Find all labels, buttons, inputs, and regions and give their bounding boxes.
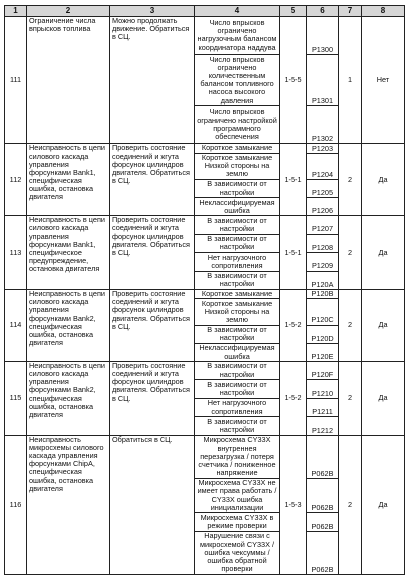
recommended-action: Можно продолжать движение. Обратиться в СЦ.	[110, 17, 195, 144]
column-header-8: 8	[362, 6, 405, 17]
dtc-code: P1203	[307, 144, 339, 153]
dtc-code: P120F	[307, 361, 339, 379]
fault-name: Неисправность в цепи силового каскада управления форсунками Bank2, специфическая ошибка, остановка двигателя	[27, 361, 110, 435]
fault-condition: Короткое замыкание	[195, 290, 280, 299]
fault-condition: Число впрысков ограничено нагрузочным балансом координатора наддува	[195, 17, 280, 55]
fault-condition: Число впрысков ограничено количественным балансом топливного насоса высокого давления	[195, 54, 280, 105]
dtc-code: P1205	[307, 179, 339, 197]
dtc-code: P1300	[307, 17, 339, 55]
blink-code: 1-5-2	[280, 290, 307, 362]
table-row	[5, 144, 405, 153]
fault-condition: В зависимости от настройки	[195, 216, 280, 234]
dtc-code: P062B	[307, 531, 339, 574]
table-row	[5, 290, 405, 299]
column-header-6: 6	[307, 6, 339, 17]
column-header-4: 4	[195, 6, 280, 17]
fault-condition: Неклассифицируемая ошибка	[195, 198, 280, 216]
fault-condition: В зависимости от настройки	[195, 380, 280, 398]
engine-stop-flag: Да	[362, 361, 405, 435]
blink-code: 1-5-1	[280, 216, 307, 290]
column-header-1: 1	[5, 6, 27, 17]
row-number: 112	[5, 144, 27, 216]
lamp-class: 2	[339, 216, 362, 290]
recommended-action: Проверить состояние соединений и жгута форсунок цилиндров двигателя. Обратиться в СЦ.	[110, 361, 195, 435]
recommended-action: Обратиться в СЦ.	[110, 435, 195, 574]
row-number: 115	[5, 361, 27, 435]
lamp-class: 2	[339, 290, 362, 362]
column-header-7: 7	[339, 6, 362, 17]
dtc-code: P1207	[307, 216, 339, 234]
table-body	[5, 17, 405, 575]
fault-condition: В зависимости от настройки	[195, 234, 280, 252]
fault-condition: Короткое замыкание Низкой стороны на землю	[195, 153, 280, 179]
fault-condition: Короткое замыкание Низкой стороны на землю	[195, 299, 280, 325]
lamp-class: 2	[339, 435, 362, 574]
fault-condition: В зависимости от настройки	[195, 417, 280, 435]
dtc-code: P120C	[307, 299, 339, 325]
fault-condition: Нарушение связи с микросхемой CY33X / ошибка чексуммы / ошибка обратной проверки	[195, 531, 280, 574]
recommended-action: Проверить состояние соединений и жгута форсунок цилиндров двигателя. Обратиться в СЦ.	[110, 290, 195, 362]
fault-name: Неисправность в цепи силового каскада управления форсунками Bank2, специфическая ошибка, остановка двигателя	[27, 290, 110, 362]
engine-stop-flag: Да	[362, 216, 405, 290]
blink-code: 1-5-5	[280, 17, 307, 144]
fault-condition: В зависимости от настройки	[195, 325, 280, 343]
recommended-action: Проверить состояние соединений и жгута форсунок цилиндров двигателя. Обратиться в СЦ.	[110, 216, 195, 290]
fault-condition: Число впрысков ограничено настройкой программного обеспечения	[195, 106, 280, 144]
lamp-class: 2	[339, 144, 362, 216]
dtc-code: P1204	[307, 153, 339, 179]
dtc-code: P1208	[307, 234, 339, 252]
fault-condition: Микросхема CY33X внутреннея перезагрузка / потеря счетчика / пониженное напряжение	[195, 435, 280, 478]
column-header-2: 2	[27, 6, 110, 17]
dtc-code: P120D	[307, 325, 339, 343]
dtc-code: P1211	[307, 398, 339, 416]
fault-condition: Микросхема CY33X не имеет права работать / CY33X ошибка инициализации	[195, 478, 280, 513]
engine-stop-flag: Да	[362, 144, 405, 216]
lamp-class: 1	[339, 17, 362, 144]
dtc-code: P1301	[307, 54, 339, 105]
fault-name: Неисправность в цепи силового каскада управления форсунками Bank1, специфическая ошибка, остановка двигателя	[27, 144, 110, 216]
fault-condition: Микросхема CY33X в режиме проверки	[195, 513, 280, 531]
row-number: 113	[5, 216, 27, 290]
row-number: 111	[5, 17, 27, 144]
dtc-code: P120B	[307, 290, 339, 299]
fault-condition: В зависимости от настройки	[195, 271, 280, 289]
dtc-code: P062B	[307, 435, 339, 478]
row-number: 114	[5, 290, 27, 362]
fault-name: Ограничение числа впрысков топлива	[27, 17, 110, 144]
dtc-code: P062B	[307, 478, 339, 513]
table-row	[5, 435, 405, 478]
dtc-code: P062B	[307, 513, 339, 531]
recommended-action: Проверить состояние соединений и жгута форсунок цилиндров двигателя. Обратиться в СЦ.	[110, 144, 195, 216]
blink-code: 1-5-3	[280, 435, 307, 574]
engine-stop-flag: Да	[362, 290, 405, 362]
dtc-code: P1302	[307, 106, 339, 144]
dtc-code: P120E	[307, 344, 339, 362]
fault-condition: Неклассифицируемая ошибка	[195, 344, 280, 362]
fault-condition: В зависимости от настройки	[195, 179, 280, 197]
table-row	[5, 361, 405, 379]
fault-name: Неисправность микросхемы силового каскада управления форсунками ChipA, специфическая ошибка, остановка двигателя	[27, 435, 110, 574]
row-number: 116	[5, 435, 27, 574]
table-header-row	[5, 6, 405, 17]
fault-name: Неисправность в цепи силового каскада управления форсунками Bank1, специфическое предупреждение, остановка двигателя	[27, 216, 110, 290]
fault-condition: Нет нагрузочного сопротивления	[195, 253, 280, 271]
fault-condition: В зависимости от настройки	[195, 361, 280, 379]
fault-condition: Нет нагрузочного сопротивления	[195, 398, 280, 416]
dtc-code: P120A	[307, 271, 339, 289]
lamp-class: 2	[339, 361, 362, 435]
column-header-5: 5	[280, 6, 307, 17]
blink-code: 1-5-1	[280, 144, 307, 216]
dtc-code: P1212	[307, 417, 339, 435]
blink-code: 1-5-2	[280, 361, 307, 435]
column-header-3: 3	[110, 6, 195, 17]
diagnostic-codes-table	[4, 5, 405, 575]
table-row	[5, 216, 405, 234]
dtc-code: P1206	[307, 198, 339, 216]
fault-condition: Короткое замыкание	[195, 144, 280, 153]
engine-stop-flag: Да	[362, 435, 405, 574]
dtc-code: P1210	[307, 380, 339, 398]
dtc-code: P1209	[307, 253, 339, 271]
table-row	[5, 17, 405, 55]
engine-stop-flag: Нет	[362, 17, 405, 144]
